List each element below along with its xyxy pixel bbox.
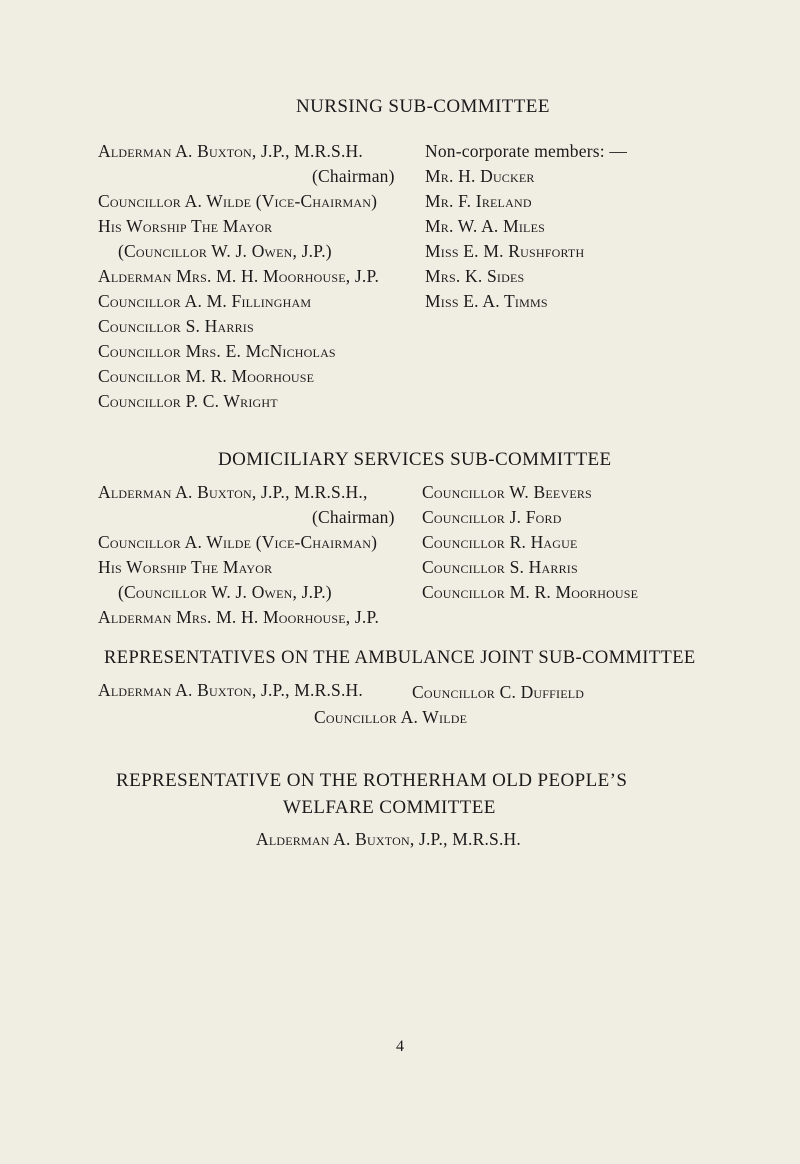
domiciliary-member: Councillor R. Hague: [422, 532, 578, 552]
ambulance-member: Councillor A. Wilde: [314, 707, 468, 727]
ambulance-heading: REPRESENTATIVES ON THE AMBULANCE JOINT SUB-COMMITTEE: [104, 648, 696, 668]
nursing-member: Councillor S. Harris: [98, 316, 254, 336]
nursing-member: Councillor P. C. Wright: [98, 391, 278, 411]
domiciliary-heading: DOMICILIARY SERVICES SUB-COMMITTEE: [218, 449, 612, 470]
noncorporate-member: Miss E. M. Rushforth: [425, 241, 585, 261]
noncorporate-label: Non-corporate members: —: [425, 141, 628, 161]
welfare-heading-line1: REPRESENTATIVE ON THE ROTHERHAM OLD PEOPLE’S: [116, 770, 628, 791]
domiciliary-member: Alderman A. Buxton, J.P., M.R.S.H.,: [98, 482, 368, 502]
noncorporate-member: Mr. W. A. Miles: [425, 216, 545, 236]
domiciliary-member: His Worship The Mayor: [98, 557, 273, 577]
welfare-member: Alderman A. Buxton, J.P., M.R.S.H.: [256, 829, 521, 849]
domiciliary-member: Councillor W. Beevers: [422, 482, 592, 502]
nursing-member: Alderman A. Buxton, J.P., M.R.S.H.: [98, 141, 363, 161]
ambulance-member: Alderman A. Buxton, J.P., M.R.S.H.: [98, 680, 363, 700]
nursing-member: Alderman Mrs. M. H. Moorhouse, J.P.: [98, 266, 380, 286]
noncorporate-member: Mrs. K. Sides: [425, 266, 525, 286]
ambulance-member: Councillor C. Duffield: [412, 682, 585, 702]
domiciliary-member: Councillor J. Ford: [422, 507, 562, 527]
noncorporate-member: Mr. H. Ducker: [425, 166, 535, 186]
nursing-member: His Worship The Mayor: [98, 216, 273, 236]
nursing-member: Councillor M. R. Moorhouse: [98, 366, 315, 386]
page-number: 4: [396, 1038, 404, 1055]
domiciliary-member: Councillor M. R. Moorhouse: [422, 582, 639, 602]
nursing-member: Councillor Mrs. E. McNicholas: [98, 341, 336, 361]
nursing-heading: NURSING SUB-COMMITTEE: [296, 96, 550, 117]
nursing-member: Councillor A. M. Fillingham: [98, 291, 312, 311]
nursing-chairman-note: (Chairman): [312, 166, 395, 186]
domiciliary-member: Councillor S. Harris: [422, 557, 578, 577]
domiciliary-member: (Councillor W. J. Owen, J.P.): [118, 582, 332, 602]
domiciliary-chairman-note: (Chairman): [312, 507, 395, 527]
domiciliary-member: Alderman Mrs. M. H. Moorhouse, J.P.: [98, 607, 380, 627]
domiciliary-member: Councillor A. Wilde (Vice-Chairman): [98, 532, 378, 552]
welfare-heading-line2: WELFARE COMMITTEE: [283, 797, 496, 818]
nursing-member: (Councillor W. J. Owen, J.P.): [118, 241, 332, 261]
noncorporate-member: Miss E. A. Timms: [425, 291, 548, 311]
noncorporate-member: Mr. F. Ireland: [425, 191, 532, 211]
nursing-member: Councillor A. Wilde (Vice-Chairman): [98, 191, 378, 211]
